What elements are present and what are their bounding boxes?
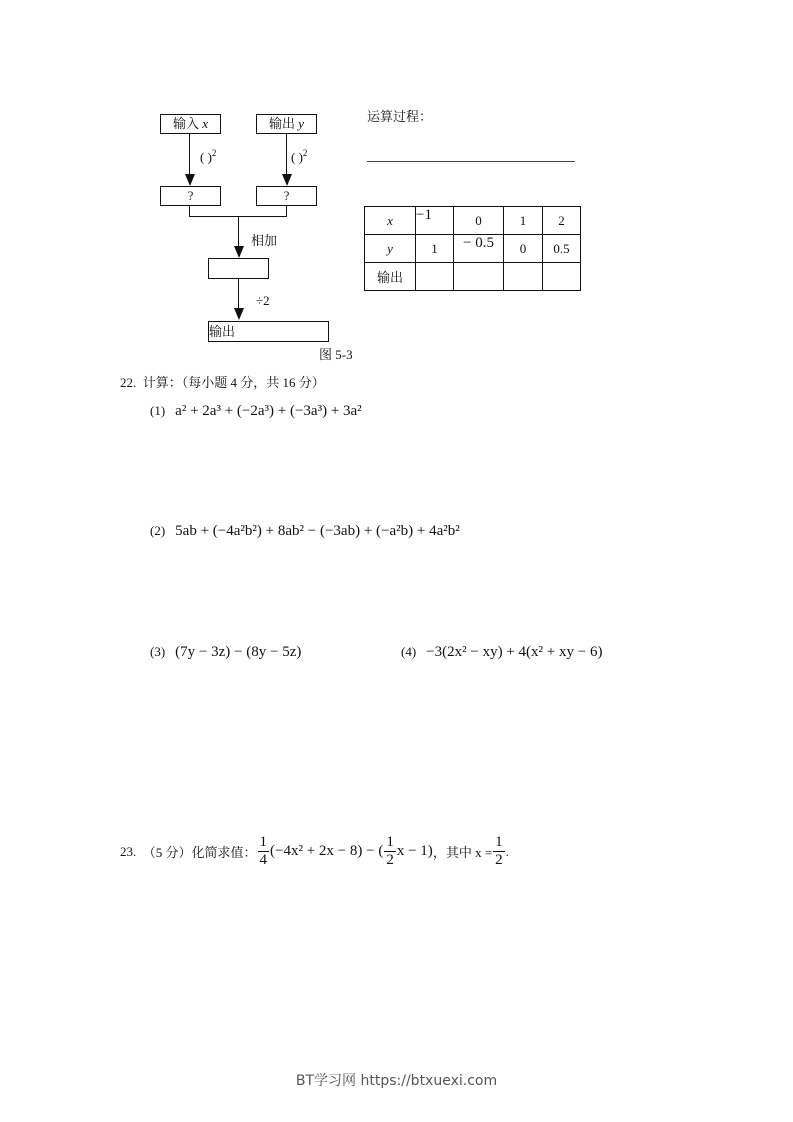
output-cell[interactable] <box>543 263 581 291</box>
q22-item-2: (2) 5ab + (−4a²b²) + 8ab² − (−3ab) + (−a²b) + 4a²b² <box>150 523 460 539</box>
expression: 5ab + (−4a²b²) + 8ab² − (−3ab) + (−a²b) + 4a²b² <box>175 523 460 539</box>
q22-item-4: (4) −3(2x² − xy) + 4(x² + xy − 6) <box>401 644 603 660</box>
table-row: x −1 0 1 2 <box>365 207 581 235</box>
q22-item-1: (1) a² + 2a³ + (−2a³) + (−3a³) + 3a² <box>150 403 362 419</box>
output-cell[interactable] <box>454 263 504 291</box>
question-box-left: ? <box>160 186 221 206</box>
question-box-right: ? <box>256 186 317 206</box>
answer-line[interactable] <box>367 161 575 162</box>
figure-caption: 图 5-3 <box>319 347 353 362</box>
square-op-left: ( )$^2$ <box>200 148 217 165</box>
fraction: $\frac{1}{2}$ <box>495 834 503 868</box>
output-cell[interactable] <box>504 263 543 291</box>
question-23: 23. （5 分）化简求值： $\frac{1}{4}$ (−4x² + 2x − 8) − ( $\frac{1}{2}$ x − 1) ，其中 x = $\frac{1}{2}$ . <box>120 834 509 868</box>
process-label: 运算过程： <box>367 109 433 124</box>
fraction: $\frac{1}{4}$ <box>259 834 268 868</box>
output-cell[interactable] <box>416 263 454 291</box>
add-label: 相加 <box>251 233 278 248</box>
q22-item-3: (3) (7y − 3z) − (8y − 5z) <box>150 644 302 660</box>
question-22-heading: 22. 计算：（每小题 4 分，共 16 分） <box>120 375 325 390</box>
fraction: $\frac{1}{2}$ <box>386 834 394 868</box>
arrow-down-icon <box>282 174 292 186</box>
expression: a² + 2a³ + (−2a³) + (−3a³) + 3a² <box>175 403 362 419</box>
expression: −3(2x² − xy) + 4(x² + xy − 6) <box>426 644 603 660</box>
value-table <box>364 206 581 291</box>
arrow-down-icon <box>185 174 195 186</box>
square-op-right: ( )$^2$ <box>291 148 308 165</box>
arrow-down-icon <box>234 246 244 258</box>
footer-watermark: BT学习网 https://btxuexi.com <box>295 1073 498 1089</box>
arrow-down-icon <box>234 308 244 320</box>
sum-box <box>208 258 269 279</box>
table-row: 输出 <box>365 263 581 291</box>
expression: (7y − 3z) − (8y − 5z) <box>175 644 302 660</box>
output-y-box: 输出 y <box>256 114 317 134</box>
table-row: y 1 − 0.5 0 0.5 <box>365 235 581 263</box>
input-x-box: 输入 x <box>160 114 221 134</box>
output-box: 输出 <box>208 321 329 342</box>
divide-label: ÷2 <box>256 293 270 308</box>
